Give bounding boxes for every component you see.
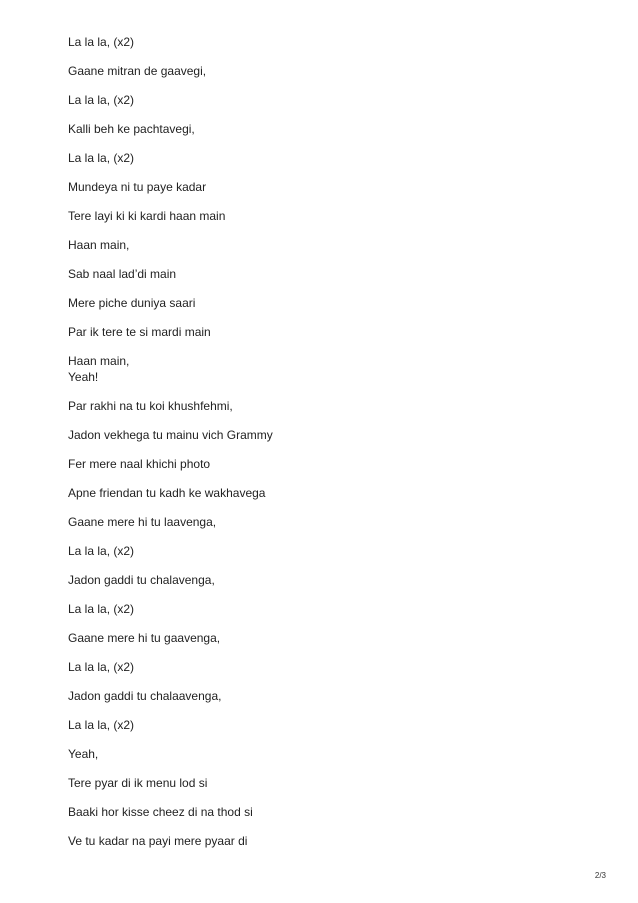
lyric-line: Fer mere naal khichi photo <box>68 457 211 471</box>
lyric-line: Haan main, <box>68 238 130 252</box>
lyric-line: Baaki hor kisse cheez di na thod si <box>68 805 253 819</box>
lyric-line: La la la, (x2) <box>68 602 135 616</box>
lyric-line: Jadon gaddi tu chalaavenga, <box>68 689 222 703</box>
lyric-stanza <box>68 833 608 849</box>
lyric-line: La la la, (x2) <box>68 35 135 49</box>
lyric-line: Par rakhi na tu koi khushfehmi, <box>68 399 233 413</box>
lyric-stanza <box>68 266 608 282</box>
lyric-line: Yeah, <box>68 747 99 761</box>
lyric-line: Yeah! <box>68 370 99 384</box>
lyric-stanza <box>68 630 608 646</box>
lyric-line: Jadon gaddi tu chalavenga, <box>68 573 215 587</box>
lyric-stanza <box>68 456 608 472</box>
lyric-line: Par ik tere te si mardi main <box>68 325 211 339</box>
lyric-line: Haan main, <box>68 354 130 368</box>
lyric-stanza <box>68 150 608 166</box>
lyric-stanza <box>68 34 608 50</box>
lyric-line: Tere pyar di ik menu lod si <box>68 776 208 790</box>
lyric-stanza <box>68 775 608 791</box>
lyric-stanza <box>68 688 608 704</box>
lyric-stanza <box>68 121 608 137</box>
lyric-line: Gaane mitran de gaavegi, <box>68 64 207 78</box>
lyric-stanza <box>68 746 608 762</box>
lyric-line: La la la, (x2) <box>68 544 135 558</box>
lyric-line: Kalli beh ke pachtavegi, <box>68 122 195 136</box>
lyric-stanza <box>68 63 608 79</box>
lyric-line: La la la, (x2) <box>68 660 135 674</box>
lyric-stanza <box>68 398 608 414</box>
lyric-line: Ve tu kadar na payi mere pyaar di <box>68 834 248 848</box>
lyric-stanza <box>68 543 608 559</box>
lyric-line: La la la, (x2) <box>68 718 135 732</box>
lyric-stanza <box>68 208 608 224</box>
lyric-line: Apne friendan tu kadh ke wakhavega <box>68 486 266 500</box>
lyric-stanza <box>68 804 608 820</box>
lyric-stanza <box>68 485 608 501</box>
lyric-line: Mere piche duniya saari <box>68 296 196 310</box>
lyric-line: Sab naal lad’di main <box>68 267 177 281</box>
lyric-stanza <box>68 427 608 443</box>
lyric-stanza <box>68 324 608 340</box>
lyrics-body <box>68 34 608 862</box>
lyric-stanza <box>68 514 608 530</box>
lyric-line: Tere layi ki ki kardi haan main <box>68 209 226 223</box>
lyric-line: La la la, (x2) <box>68 151 135 165</box>
lyric-stanza <box>68 353 608 385</box>
lyric-stanza <box>68 237 608 253</box>
lyric-stanza <box>68 601 608 617</box>
page-number: 2/3 <box>594 871 606 880</box>
lyric-line: Gaane mere hi tu gaavenga, <box>68 631 221 645</box>
lyric-stanza <box>68 717 608 733</box>
lyric-line: Mundeya ni tu paye kadar <box>68 180 207 194</box>
lyric-stanza <box>68 179 608 195</box>
lyric-line: La la la, (x2) <box>68 93 135 107</box>
lyric-stanza <box>68 572 608 588</box>
lyric-stanza <box>68 659 608 675</box>
lyric-stanza <box>68 92 608 108</box>
lyric-stanza <box>68 295 608 311</box>
lyric-line: Gaane mere hi tu laavenga, <box>68 515 217 529</box>
lyric-line: Jadon vekhega tu mainu vich Grammy <box>68 428 273 442</box>
